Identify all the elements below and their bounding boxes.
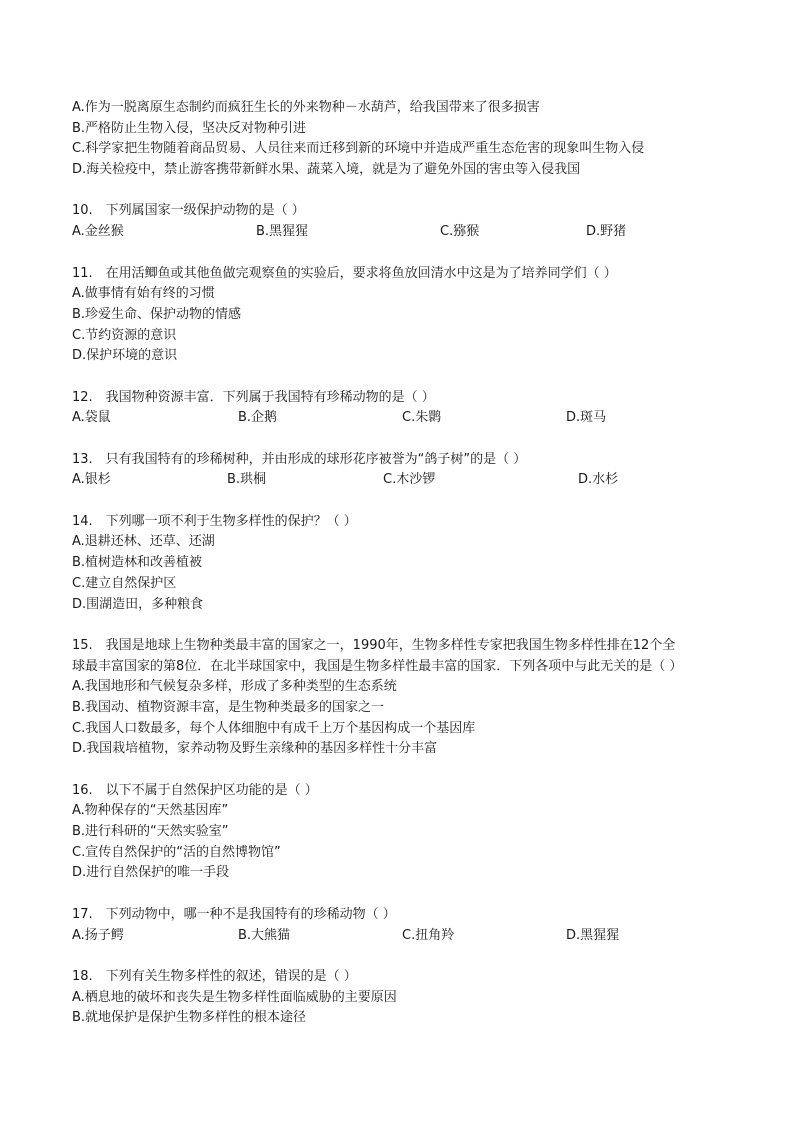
option-a: A.我国地形和气候复杂多样，形成了多种类型的生态系统 bbox=[72, 679, 397, 695]
option-b: B.严格防止生物入侵，坚决反对物种引进 bbox=[72, 120, 307, 136]
option-c: C.宣传自然保护的“活的自然博物馆” bbox=[72, 844, 281, 860]
question-18 bbox=[72, 967, 752, 1029]
option-a: A.栖息地的破坏和丧失是生物多样性面临威胁的主要原因 bbox=[72, 989, 397, 1005]
option-d: D.海关检疫中，禁止游客携带新鲜水果、蔬菜入境，就是为了避免外国的害虫等入侵我国 bbox=[72, 162, 581, 178]
question-10 bbox=[72, 201, 752, 242]
option-b: B.珍爱生命、保护动物的情感 bbox=[72, 306, 242, 322]
option-c: C.木沙锣 bbox=[383, 472, 436, 488]
options-row bbox=[72, 470, 752, 491]
option-d: D.黑猩猩 bbox=[566, 927, 620, 943]
question-stem: 17. 下列动物中，哪一种不是我国特有的珍稀动物（ ） bbox=[72, 906, 396, 922]
question-15 bbox=[72, 636, 752, 760]
question-stem-line-1: 15. 我国是地球上生物种类最丰富的国家之一，1990年，生物多样性专家把我国生物多样性排在12个全 bbox=[72, 637, 676, 653]
option-d: D.野猪 bbox=[586, 224, 627, 240]
option-a: A.物种保存的“天然基因库” bbox=[72, 803, 229, 819]
option-a: A.袋鼠 bbox=[72, 410, 111, 426]
question-stem: 14. 下列哪一项不利于生物多样性的保护？（ ） bbox=[72, 513, 357, 529]
option-c: C.我国人口数最多，每个人体细胞中有成千上万个基因构成一个基因库 bbox=[72, 720, 476, 736]
option-d: D.保护环境的意识 bbox=[72, 348, 178, 364]
option-c: C.猕猴 bbox=[440, 224, 480, 240]
option-a: A.作为一脱离原生态制约而疯狂生长的外来物种－水葫芦，给我国带来了很多损害 bbox=[72, 100, 540, 115]
option-b: B.我国动、植物资源丰富，是生物种类最多的国家之一 bbox=[72, 699, 385, 715]
options-row bbox=[72, 408, 752, 429]
option-d: D.进行自然保护的唯一手段 bbox=[72, 865, 230, 881]
option-c: C.扭角羚 bbox=[402, 927, 455, 943]
question-9-options bbox=[72, 98, 752, 181]
option-d: D.水杉 bbox=[578, 472, 619, 488]
option-c: C.科学家把生物随着商品贸易、人员往来而迁移到新的环境中并造成严重生态危害的现象叫生物入侵 bbox=[72, 141, 645, 157]
option-a: A.扬子鳄 bbox=[72, 927, 124, 943]
option-c: C.节约资源的意识 bbox=[72, 327, 177, 343]
option-b: B.进行科研的“天然实验室” bbox=[72, 824, 229, 840]
option-b: B.植树造林和改善植被 bbox=[72, 555, 203, 571]
option-a: A.做事情有始有终的习惯 bbox=[72, 286, 215, 302]
question-16 bbox=[72, 781, 752, 884]
option-b: B.就地保护是保护生物多样性的根本途径 bbox=[72, 1010, 307, 1026]
question-11 bbox=[72, 264, 752, 367]
option-c: C.朱鹮 bbox=[402, 410, 442, 426]
option-d: D.斑马 bbox=[566, 410, 607, 426]
question-stem: 12. 我国物种资源丰富．下列属于我国特有珍稀动物的是（ ） bbox=[72, 389, 435, 405]
option-d: D.我国栽培植物，家养动物及野生亲缘种的基因多样性十分丰富 bbox=[72, 741, 438, 757]
question-stem: 10. 下列属国家一级保护动物的是（ ） bbox=[72, 203, 305, 219]
question-14 bbox=[72, 512, 752, 615]
exam-page bbox=[72, 98, 752, 1050]
question-12 bbox=[72, 388, 752, 429]
option-a: A.金丝猴 bbox=[72, 224, 124, 240]
question-stem: 18. 下列有关生物多样性的叙述，错误的是（ ） bbox=[72, 968, 357, 984]
question-stem: 16. 以下不属于自然保护区功能的是（ ） bbox=[72, 782, 318, 798]
option-b: B.珙桐 bbox=[227, 472, 267, 488]
option-b: B.大熊猫 bbox=[238, 927, 291, 943]
options-row bbox=[72, 222, 752, 243]
question-17 bbox=[72, 905, 752, 946]
question-stem: 11. 在用活鲫鱼或其他鱼做完观察鱼的实验后，要求将鱼放回清水中这是为了培养同学们（ ） bbox=[72, 265, 617, 281]
option-b: B.企鹅 bbox=[238, 410, 278, 426]
option-d: D.围湖造田，多种粮食 bbox=[72, 596, 204, 612]
options-row bbox=[72, 926, 752, 947]
option-c: C.建立自然保护区 bbox=[72, 575, 177, 591]
option-a: A.退耕还林、还草、还湖 bbox=[72, 534, 215, 550]
option-b: B.黑猩猩 bbox=[256, 224, 309, 240]
question-stem-line-2: 球最丰富国家的第8位．在北半球国家中，我国是生物多样性最丰富的国家．下列各项中与此无关的是（ ） bbox=[72, 658, 683, 674]
question-stem: 13. 只有我国特有的珍稀树种，并由形成的球形花序被誉为“鸽子树”的是（ ） bbox=[72, 451, 527, 467]
option-a: A.银杉 bbox=[72, 472, 111, 488]
question-13 bbox=[72, 450, 752, 491]
